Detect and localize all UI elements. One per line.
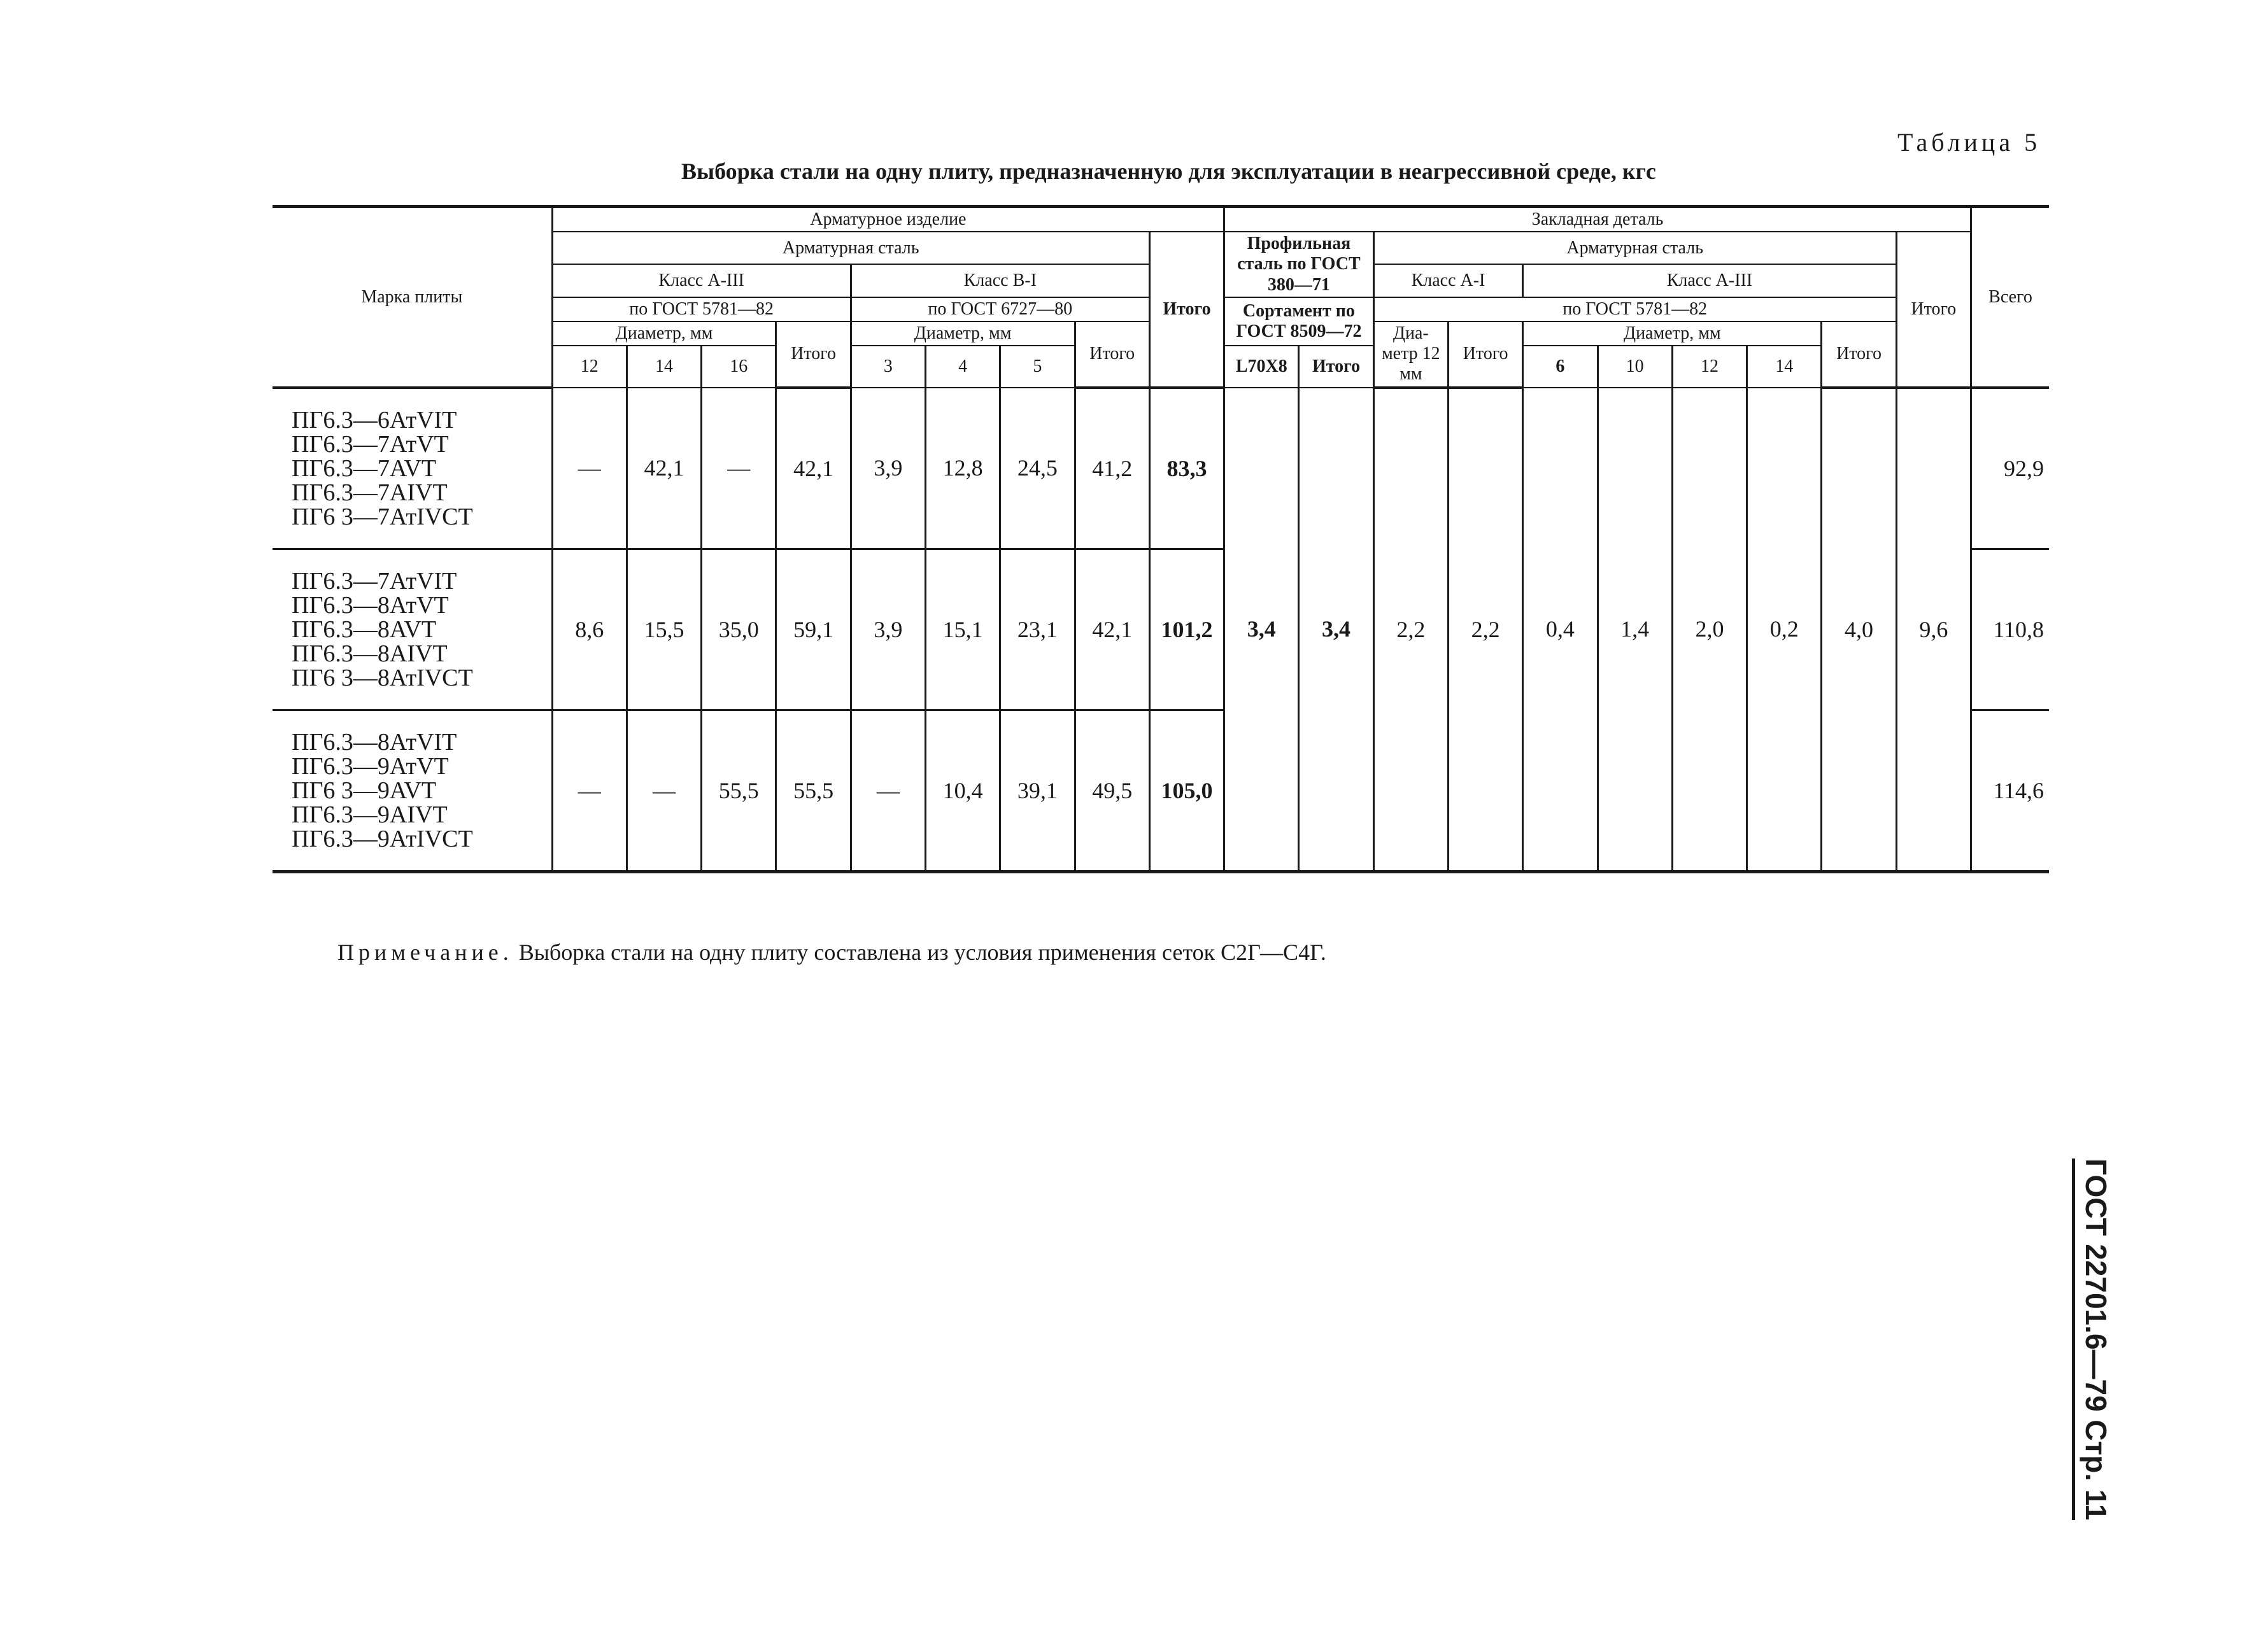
header-marka: Марка плиты <box>273 208 552 388</box>
cell-vsego: 110,8 <box>1971 549 2049 710</box>
plate-marks-cell <box>273 710 552 870</box>
cell-b1-itogo: 49,5 <box>1075 710 1149 870</box>
cell-zd-itogo: 9,6 <box>1896 388 1971 870</box>
cell-a3-16: — <box>702 388 776 549</box>
plate-marks-cell <box>273 549 552 710</box>
header-diametr-zd: Диаметр, мм <box>1523 321 1822 346</box>
header-vsego: Всего <box>1971 208 2049 388</box>
header-d3: 3 <box>851 346 925 387</box>
plate-mark: ПГ6.3—9АтIVCT <box>292 825 473 852</box>
steel-table-frame <box>273 205 2049 873</box>
cell-a3-12: 8,6 <box>552 549 627 710</box>
cell-a1-itogo: 2,2 <box>1448 388 1522 870</box>
header-sortament: Сортамент по ГОСТ 8509—72 <box>1224 297 1374 346</box>
header-a3-zd-itogo: Итого <box>1822 321 1896 388</box>
header-gost-5781-zd: по ГОСТ 5781—82 <box>1373 297 1896 321</box>
header-zakladnaya-itogo: Итого <box>1896 232 1971 387</box>
cell-b1-3: 3,9 <box>851 549 925 710</box>
header-d16: 16 <box>702 346 776 387</box>
cell-a3-16: 35,0 <box>702 549 776 710</box>
cell-a1-12: 2,2 <box>1373 388 1448 870</box>
cell-b1-4: 15,1 <box>926 549 1000 710</box>
plate-mark: ПГ6.3—8АтVIT <box>292 728 457 756</box>
header-zakladnaya-detal: Закладная деталь <box>1224 208 1971 232</box>
table-note <box>337 939 1326 966</box>
cell-b1-3: 3,9 <box>851 388 925 549</box>
cell-izdelie-itogo: 83,3 <box>1149 388 1224 549</box>
gost-page-label: ГОСТ 22701.6—79 Стр. 11 <box>2072 1159 2113 1520</box>
plate-mark: ПГ6.3—6АтVIT <box>292 406 457 433</box>
cell-a3-14: 42,1 <box>627 388 701 549</box>
cell-a3-12: — <box>552 388 627 549</box>
header-armaturnaya-stal-2: Арматурная сталь <box>1373 232 1896 264</box>
plate-mark: ПГ6.3—8АтVT <box>292 591 449 619</box>
plate-mark: ПГ6.3—7АтVIT <box>292 567 457 595</box>
cell-a3-14: 15,5 <box>627 549 701 710</box>
header-d5: 5 <box>1000 346 1075 387</box>
plate-mark: ПГ6 3—9AVT <box>292 777 437 804</box>
header-armaturnoe-izdelie: Арматурное изделие <box>552 208 1224 232</box>
header-gost-5781: по ГОСТ 5781—82 <box>552 297 851 321</box>
header-izdelie-itogo: Итого <box>1149 232 1224 387</box>
cell-b1-5: 23,1 <box>1000 549 1075 710</box>
cell-b1-5: 24,5 <box>1000 388 1075 549</box>
cell-b1-4: 10,4 <box>926 710 1000 870</box>
plate-mark: ПГ6.3—9AIVT <box>292 801 448 828</box>
cell-b1-itogo: 41,2 <box>1075 388 1149 549</box>
cell-b1-4: 12,8 <box>926 388 1000 549</box>
header-profilnaya-stal: Профильная сталь по ГОСТ 380—71 <box>1224 232 1374 297</box>
cell-a3-12: — <box>552 710 627 870</box>
plate-mark: ПГ6.3—9АтVT <box>292 752 449 780</box>
cell-vsego: 114,6 <box>1971 710 2049 870</box>
header-klass-a3-zd: Класс А-III <box>1523 264 1896 297</box>
cell-a3-itogo: 59,1 <box>776 549 851 710</box>
header-diametr-a3: Диаметр, мм <box>552 321 776 346</box>
cell-prof-itogo: 3,4 <box>1299 388 1373 870</box>
header-diametr-12mm: Диа-метр 12 мм <box>1373 321 1448 388</box>
cell-izdelie-itogo: 101,2 <box>1149 549 1224 710</box>
table-title: Выборка стали на одну плиту, предназначенную для эксплуатации в неагрессивной среде, кгс <box>681 158 1656 184</box>
header-b1-itogo: Итого <box>1075 321 1149 388</box>
cell-zd-a3-12: 2,0 <box>1672 388 1747 870</box>
header-prof-itogo: Итого <box>1299 346 1373 387</box>
plate-mark: ПГ6 3—7АтIVCT <box>292 503 473 530</box>
header-d6: 6 <box>1523 346 1598 387</box>
cell-a3-14: — <box>627 710 701 870</box>
note-text: Выборка стали на одну плиту составлена из условия применения сеток С2Г—С4Г. <box>518 940 1326 965</box>
cell-a3-itogo: 42,1 <box>776 388 851 549</box>
cell-zd-a3-10: 1,4 <box>1598 388 1672 870</box>
note-label: Примечание. <box>337 940 513 965</box>
plate-mark: ПГ6.3—8AVT <box>292 616 437 643</box>
cell-zd-a3-itogo: 4,0 <box>1822 388 1896 870</box>
cell-izdelie-itogo: 105,0 <box>1149 710 1224 870</box>
header-ugolok: L70X8 <box>1224 346 1299 387</box>
header-a1-itogo: Итого <box>1448 321 1522 388</box>
cell-a3-itogo: 55,5 <box>776 710 851 870</box>
header-diametr-b1: Диаметр, мм <box>851 321 1075 346</box>
steel-table <box>273 208 2049 870</box>
table-number: Таблица 5 <box>1897 128 2041 157</box>
cell-b1-itogo: 42,1 <box>1075 549 1149 710</box>
header-d10: 10 <box>1598 346 1672 387</box>
plate-mark: ПГ6.3—8AIVT <box>292 640 448 667</box>
cell-ugolok: 3,4 <box>1224 388 1299 870</box>
header-d12: 12 <box>552 346 627 387</box>
header-klass-a3: Класс А-III <box>552 264 851 297</box>
plate-mark: ПГ6.3—7AVT <box>292 454 437 482</box>
cell-b1-3: — <box>851 710 925 870</box>
cell-zd-a3-14: 0,2 <box>1747 388 1822 870</box>
cell-zd-a3-6: 0,4 <box>1523 388 1598 870</box>
header-klass-a1: Класс А-I <box>1373 264 1523 297</box>
plate-marks-cell <box>273 388 552 549</box>
cell-vsego: 92,9 <box>1971 388 2049 549</box>
header-d12-zd: 12 <box>1672 346 1747 387</box>
header-gost-6727: по ГОСТ 6727—80 <box>851 297 1149 321</box>
header-klass-b1: Класс В-I <box>851 264 1149 297</box>
cell-a3-16: 55,5 <box>702 710 776 870</box>
header-armaturnaya-stal-1: Арматурная сталь <box>552 232 1149 264</box>
table-row <box>273 388 2049 549</box>
plate-mark: ПГ6.3—7AIVT <box>292 479 448 506</box>
header-d14-zd: 14 <box>1747 346 1822 387</box>
header-d4: 4 <box>926 346 1000 387</box>
header-a3-itogo: Итого <box>776 321 851 388</box>
header-d14: 14 <box>627 346 701 387</box>
cell-b1-5: 39,1 <box>1000 710 1075 870</box>
plate-mark: ПГ6 3—8АтIVCT <box>292 664 473 691</box>
plate-mark: ПГ6.3—7АтVT <box>292 430 449 458</box>
